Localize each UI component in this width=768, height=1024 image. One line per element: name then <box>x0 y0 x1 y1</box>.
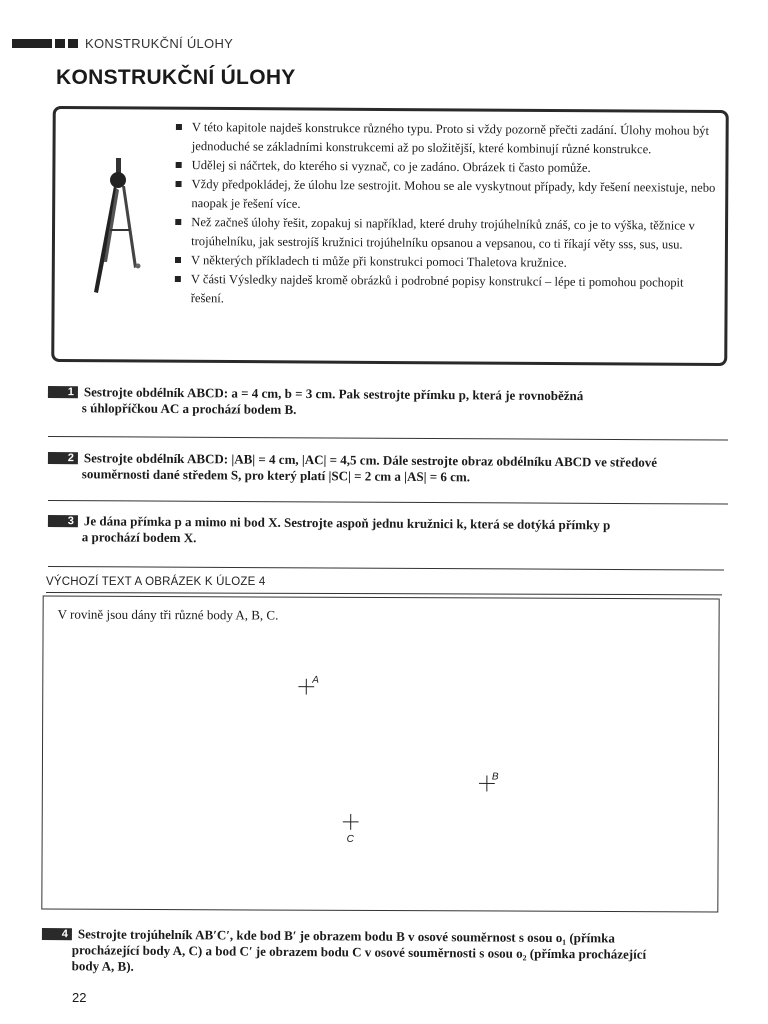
intro-bullet: Udělej si náčrtek, do kterého si vyznač, co je zadáno. Obrázek ti často pomůže. <box>176 156 716 179</box>
figure-text: V rovině jsou dány tři různé body A, B, C. <box>57 606 279 623</box>
intro-bullet: V některých příkladech ti může při konstrukci pomoci Thaletova kružnice. <box>175 251 715 274</box>
drawing-compass-icon <box>80 150 144 300</box>
task-text-line: souměrnosti dané středem S, pro který platí |SC| = 2 cm a |AS| = 6 cm. <box>81 466 471 485</box>
intro-bullet: V této kapitole najdeš konstrukce různého typu. Proto si vždy pozorně přečti zadání. Úlohy mohou být jednoduché se základními konstrukcemi až po složitější, které kombinují různé konstrukce. <box>176 118 716 160</box>
task-number-badge: 2 <box>48 452 78 464</box>
task-number-badge: 4 <box>42 928 72 940</box>
point-b-label: B <box>491 771 499 783</box>
task-text-line: a prochází bodem X. <box>81 529 197 546</box>
chapter-title: KONSTRUKČNÍ ÚLOHY <box>56 66 296 89</box>
intro-bullet-list <box>175 118 716 312</box>
task-text-line: Sestrojte obdélník ABCD: |AB| = 4 cm, |AC| = 4,5 cm. Dále sestrojte obraz obdélníku ABCD ve středové <box>83 450 658 470</box>
header-bar-decoration <box>12 39 52 48</box>
task-number-badge: 1 <box>48 386 78 398</box>
point-a-label: A <box>312 674 320 686</box>
task-text-line: Je dána přímka p a mimo ni bod X. Sestrojte aspoň jednu kružnici k, která se dotýká přímky p <box>83 513 611 533</box>
answer-rule <box>48 500 728 505</box>
task-number-badge: 3 <box>48 515 78 527</box>
header-bar-decoration <box>55 39 65 48</box>
answer-rule <box>48 436 728 441</box>
point-c-label: C <box>346 833 354 845</box>
point-c-marker <box>343 814 359 830</box>
task-1 <box>48 384 688 421</box>
task-2 <box>48 450 728 487</box>
task-text-line: body A, B). <box>71 958 134 974</box>
intro-bullet: V části Výsledky najdeš kromě obrázků i podrobné popisy konstrukcí – lépe ti pomohou pochopit řešení. <box>175 270 715 312</box>
intro-bullet: Vždy předpokládej, že úlohu lze sestrojit. Mohou se ale vyskytnout případy, kdy řešení neexistuje, nebo naopak je řešení více. <box>175 175 715 217</box>
task-text-line: Sestrojte trojúhelník AB′C′, kde bod B′ je obrazem bodu B v osové souměrnost s osou o₁ (přímka <box>77 926 615 946</box>
task-text-line: Sestrojte obdélník ABCD: a = 4 cm, b = 3 cm. Pak sestrojte přímku p, která je rovnoběžná <box>83 384 584 404</box>
section-rule <box>46 592 722 595</box>
task-text-line: procházející body A, C) a bod C′ je obrazem bodu C v osové souměrnosti s osou o₂ (přímka procházející <box>71 942 647 962</box>
task-4 <box>42 926 724 979</box>
running-title: KONSTRUKČNÍ ÚLOHY <box>85 36 234 51</box>
task-text-line: s úhlopříčkou AC a prochází bodem B. <box>81 400 297 417</box>
intro-bullet: Než začneš úlohy řešit, zopakuj si například, které druhy trojúhelníků znáš, co je to výška, těžnice v trojúhelníku, jak sestrojíš kružnici trojúhelníku opsanou a vepsanou, co ti říkají věty sss, sus, usu. <box>175 213 715 255</box>
section-label: VÝCHOZÍ TEXT A OBRÁZEK K ÚLOZE 4 <box>46 576 266 588</box>
answer-rule <box>48 566 724 571</box>
page-number: 22 <box>72 990 87 1005</box>
task-3 <box>48 513 708 550</box>
header-bar-decoration <box>68 39 78 48</box>
running-header <box>12 36 233 51</box>
figure-box <box>41 596 719 913</box>
